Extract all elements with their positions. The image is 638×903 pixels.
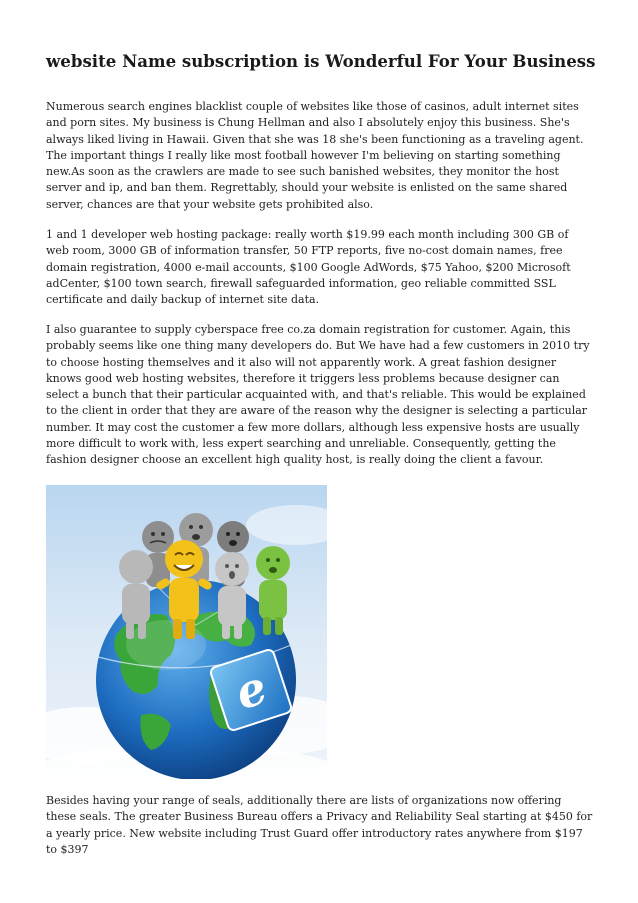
globe-illustration <box>46 485 327 779</box>
paragraph: I also guarantee to supply cyberspace free co.za domain registration for customer. Again, this probably seems like one thing many developers do. But We have had a few customers in 2010 try to choose hosting themselves and it also will not apparently work. A great fashion designer knows good web hosting websites, therefore it triggers less problems because designer can select a bunch that their particular acquainted with, and that's reliable. This would be explained to the client in order that they are aware of the reason why the designer is selecting a particular number. It may cost the customer a few more dollars, although less expensive hosts are usually more difficult to work with, less expert searching and unreliable. Consequently, getting the fashion designer choose an excellent high quality host, is really doing the client a favour. <box>46 323 590 467</box>
paragraph: Besides having your range of seals, additionally there are lists of organizations now offering these seals. The greater Business Bureau offers a Privacy and Reliability Seal starting at $450 for a yearly price. New website including Trust Guard offer introductory rates anywhere from $197 to $397 <box>46 794 593 856</box>
svg-text:e: e <box>228 659 274 721</box>
paragraph: 1 and 1 developer web hosting package: really worth $19.99 each month including 300 GB of web room, 3000 GB of information transfer, 50 FTP reports, five no-cost domain names, free domain registration, 4000 e-mail accounts, $100 Google AdWords, $75 Yahoo, $200 Microsoft adCenter, $100 town search, firewall safeguarded information, geo reliable committed SSL certificate and daily backup of internet site data. <box>46 228 571 307</box>
globe-with-people-icon <box>46 485 327 779</box>
page-title: website Name subscription is Wonderful For Your Business <box>46 51 596 71</box>
paragraph: Numerous search engines blacklist couple of websites like those of casinos, adult internet sites and porn sites. My business is Chung Hellman and also I absolutely enjoy this business. She's always liked living in Hawaii. Given that she was 18 she's been functioning as a traveling agent. The important things I really like most football however I'm believing on starting something new.As soon as the crawlers are made to see such banished websites, they monitor the host server and ip, and ban them. Regrettably, should your website is enlisted on the same shared server, chances are that your website gets prohibited also. <box>46 100 584 211</box>
